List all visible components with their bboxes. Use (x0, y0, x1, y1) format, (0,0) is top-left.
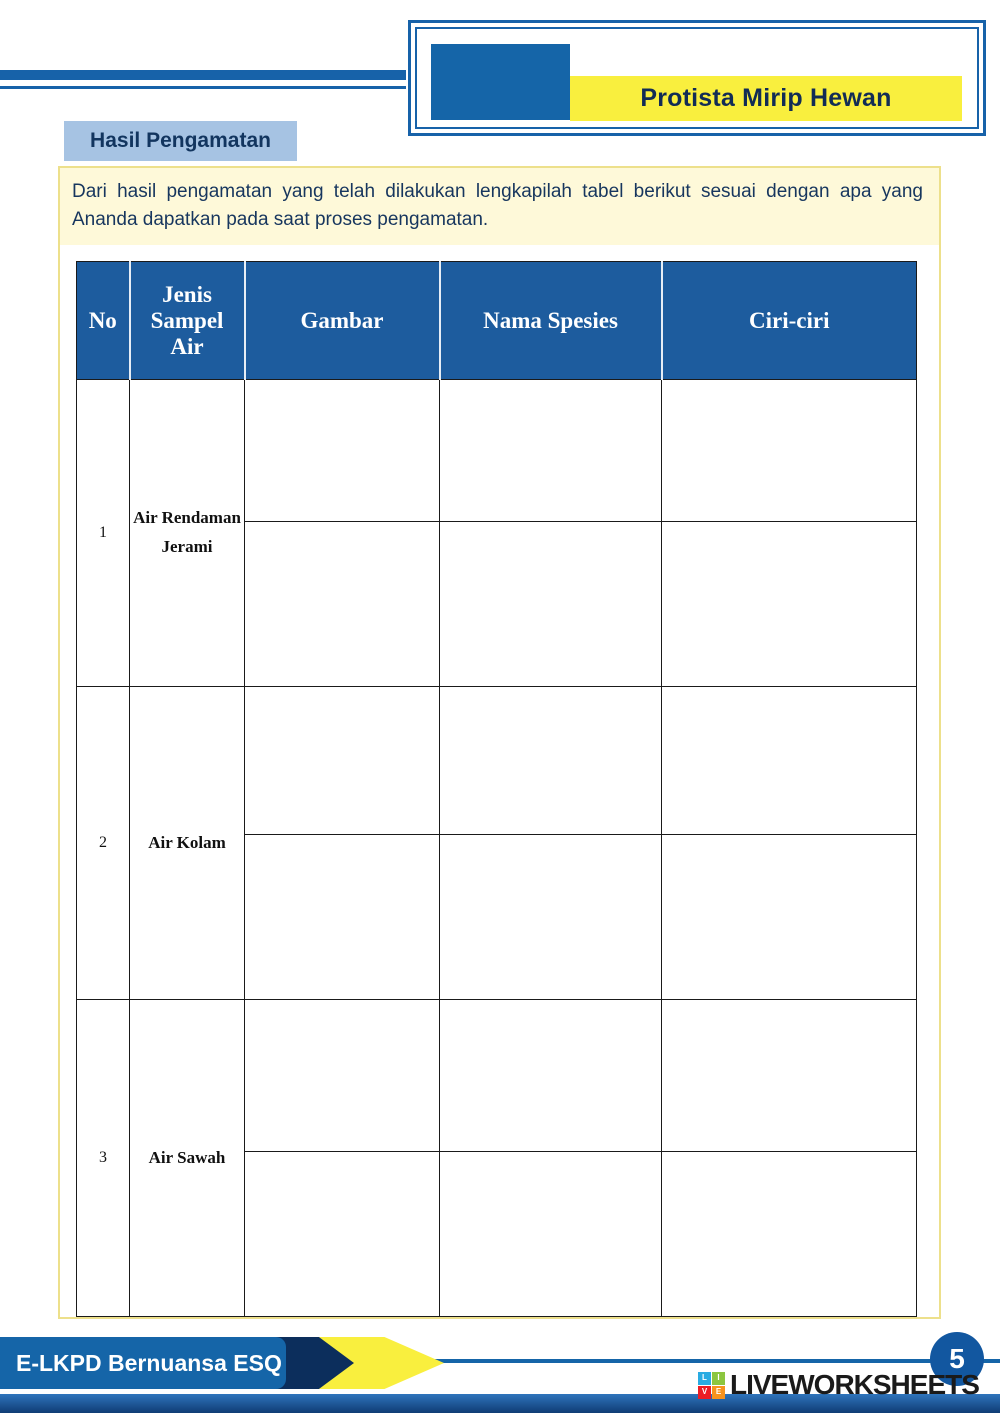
table-row (77, 380, 917, 522)
liveworksheets-wordmark: LIVEWORKSHEETS (730, 1369, 979, 1400)
table-cell-sample: Air Kolam (130, 687, 245, 1000)
column-header-ciri-ciri: Ciri-ciri (662, 262, 917, 380)
answer-cell-ciri-ciri[interactable] (662, 687, 917, 835)
logo-square-i: I (712, 1372, 725, 1385)
liveworksheets-logo-icon (698, 1372, 725, 1399)
table-header-row (77, 262, 917, 380)
column-header-jenis-sampel-air: Jenis Sampel Air (130, 262, 245, 380)
answer-cell-nama-spesies[interactable] (440, 687, 662, 835)
observation-table (76, 261, 917, 1317)
answer-cell-gambar[interactable] (245, 1000, 440, 1152)
answer-cell-nama-spesies[interactable] (440, 835, 662, 1000)
footer-banner: E-LKPD Bernuansa ESQ (0, 1337, 286, 1389)
instruction-text: Dari hasil pengamatan yang telah dilakukan lengkapilah tabel berikut sesuai dengan apa yang Ananda dapatkan pada saat proses pengamatan. (60, 168, 939, 245)
content-box (58, 166, 941, 1319)
table-row (77, 1000, 917, 1152)
answer-cell-ciri-ciri[interactable] (662, 1152, 917, 1317)
logo-square-l: L (698, 1372, 711, 1385)
section-label: Hasil Pengamatan (64, 121, 297, 161)
answer-cell-nama-spesies[interactable] (440, 380, 662, 522)
answer-cell-ciri-ciri[interactable] (662, 1000, 917, 1152)
answer-cell-gambar[interactable] (245, 522, 440, 687)
footer-divider-line (432, 1359, 1000, 1363)
answer-cell-ciri-ciri[interactable] (662, 380, 917, 522)
logo-square-e: E (712, 1386, 725, 1399)
header-divider-thin (0, 86, 406, 89)
table-row (77, 687, 917, 835)
answer-cell-ciri-ciri[interactable] (662, 522, 917, 687)
header-divider-thick (0, 70, 406, 80)
column-header-gambar: Gambar (245, 262, 440, 380)
answer-cell-nama-spesies[interactable] (440, 1152, 662, 1317)
table-cell-sample: Air Rendaman Jerami (130, 380, 245, 687)
column-header-no: No (77, 262, 130, 380)
answer-cell-gambar[interactable] (245, 1152, 440, 1317)
answer-cell-gambar[interactable] (245, 380, 440, 522)
answer-cell-gambar[interactable] (245, 687, 440, 835)
answer-cell-ciri-ciri[interactable] (662, 835, 917, 1000)
answer-cell-nama-spesies[interactable] (440, 1000, 662, 1152)
answer-cell-nama-spesies[interactable] (440, 522, 662, 687)
column-header-nama-spesies: Nama Spesies (440, 262, 662, 380)
liveworksheets-brand[interactable] (698, 1369, 979, 1401)
table-cell-no: 1 (77, 380, 130, 687)
table-cell-no: 3 (77, 1000, 130, 1317)
title-highlight (570, 76, 962, 121)
answer-cell-gambar[interactable] (245, 835, 440, 1000)
table-cell-no: 2 (77, 687, 130, 1000)
page-title: Protista Mirip Hewan (640, 84, 892, 112)
logo-square-v: V (698, 1386, 711, 1399)
table-cell-sample: Air Sawah (130, 1000, 245, 1317)
title-accent-rect (431, 44, 570, 120)
page-number-badge: 5 (930, 1332, 984, 1386)
